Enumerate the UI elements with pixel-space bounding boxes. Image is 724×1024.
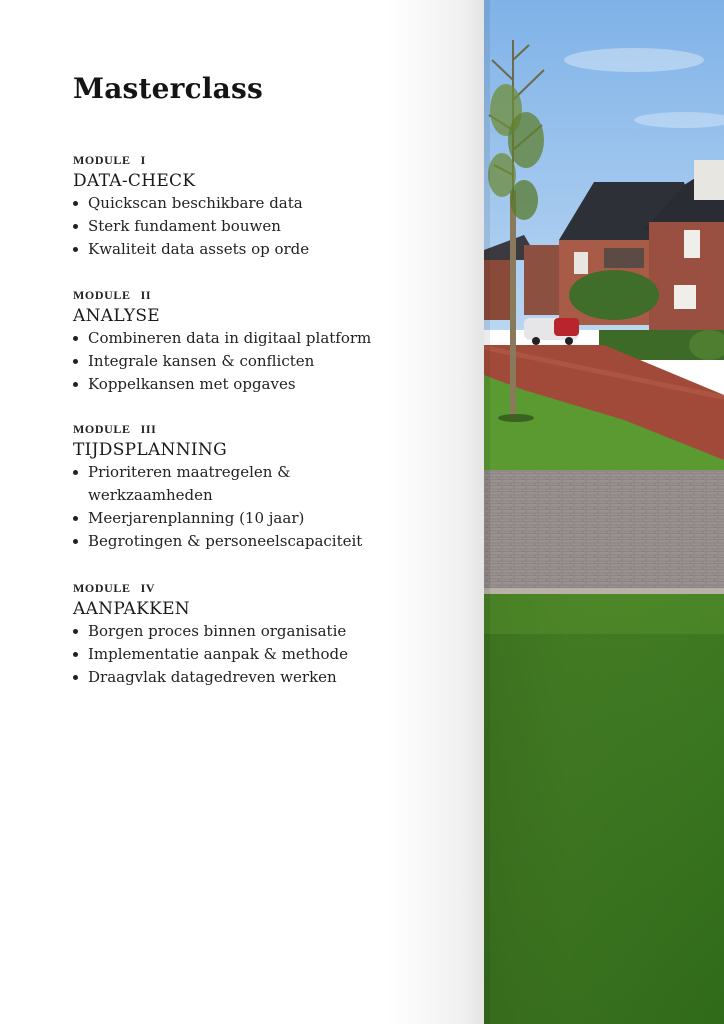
module-items: [73, 461, 473, 553]
module-title: AANPAKKEN: [73, 599, 190, 619]
module-number: [73, 152, 473, 168]
module-number: [73, 421, 313, 437]
list-item-text: Combineren data in digitaal platform: [88, 329, 372, 347]
list-item-text: Prioriteren maatregelen & werkzaamheden: [88, 463, 291, 504]
list-item: [73, 373, 473, 396]
bullet-icon: [73, 629, 78, 634]
list-item: [73, 643, 473, 666]
bullet-icon: [73, 201, 78, 206]
street-photo: [484, 0, 724, 1024]
bullet-icon: [73, 336, 78, 341]
list-item-text: Meerjarenplanning (10 jaar): [88, 509, 305, 527]
module-number: [73, 287, 473, 303]
module-roman: II: [140, 288, 152, 302]
module-roman: I: [140, 153, 146, 167]
list-item-text: Quickscan beschikbare data: [88, 194, 303, 212]
list-item-text: Begrotingen & personeelscapaciteit: [88, 532, 363, 550]
module-3: [73, 421, 363, 553]
module-roman: III: [140, 422, 157, 436]
list-item: [73, 461, 303, 507]
list-item: [73, 507, 473, 530]
list-item-text: Sterk fundament bouwen: [88, 217, 281, 235]
module-label: MODULE: [73, 153, 131, 167]
bullet-icon: [73, 516, 78, 521]
module-items: [73, 327, 473, 396]
bullet-icon: [73, 224, 78, 229]
module-1: [73, 152, 473, 261]
list-item: [73, 215, 473, 238]
module-2: [73, 287, 473, 396]
module-title: TIJDSPLANNING: [73, 440, 227, 460]
list-item-text: Kwaliteit data assets op orde: [88, 240, 310, 258]
bullet-icon: [73, 359, 78, 364]
list-item-text: Integrale kansen & conflicten: [88, 352, 315, 370]
list-item: [73, 530, 473, 553]
bullet-icon: [73, 652, 78, 657]
list-item-text: Draagvlak datagedreven werken: [88, 668, 337, 686]
module-items: [73, 620, 473, 689]
bullet-icon: [73, 675, 78, 680]
car: [524, 318, 579, 345]
bullet-icon: [73, 247, 78, 252]
bullet-icon: [73, 382, 78, 387]
module-label: MODULE: [73, 288, 131, 302]
list-item-text: Koppelkansen met opgaves: [88, 375, 296, 393]
list-item: [73, 666, 473, 689]
list-item-text: Implementatie aanpak & methode: [88, 645, 348, 663]
sidewalk: [484, 470, 724, 592]
module-4: [73, 580, 473, 689]
bullet-icon: [73, 539, 78, 544]
page-title: Masterclass: [73, 72, 263, 105]
module-title: DATA-CHECK: [73, 171, 196, 191]
module-title: ANALYSE: [73, 306, 161, 326]
list-item: [73, 238, 473, 261]
list-item: [73, 192, 473, 215]
module-roman: IV: [140, 581, 156, 595]
module-number: [73, 580, 473, 596]
module-label: MODULE: [73, 422, 131, 436]
list-item: [73, 350, 473, 373]
tree: [569, 270, 659, 320]
list-item: [73, 327, 473, 350]
bullet-icon: [73, 470, 78, 475]
module-items: [73, 192, 473, 261]
module-label: MODULE: [73, 581, 131, 595]
list-item-text: Borgen proces binnen organisatie: [88, 622, 347, 640]
list-item: [73, 620, 473, 643]
